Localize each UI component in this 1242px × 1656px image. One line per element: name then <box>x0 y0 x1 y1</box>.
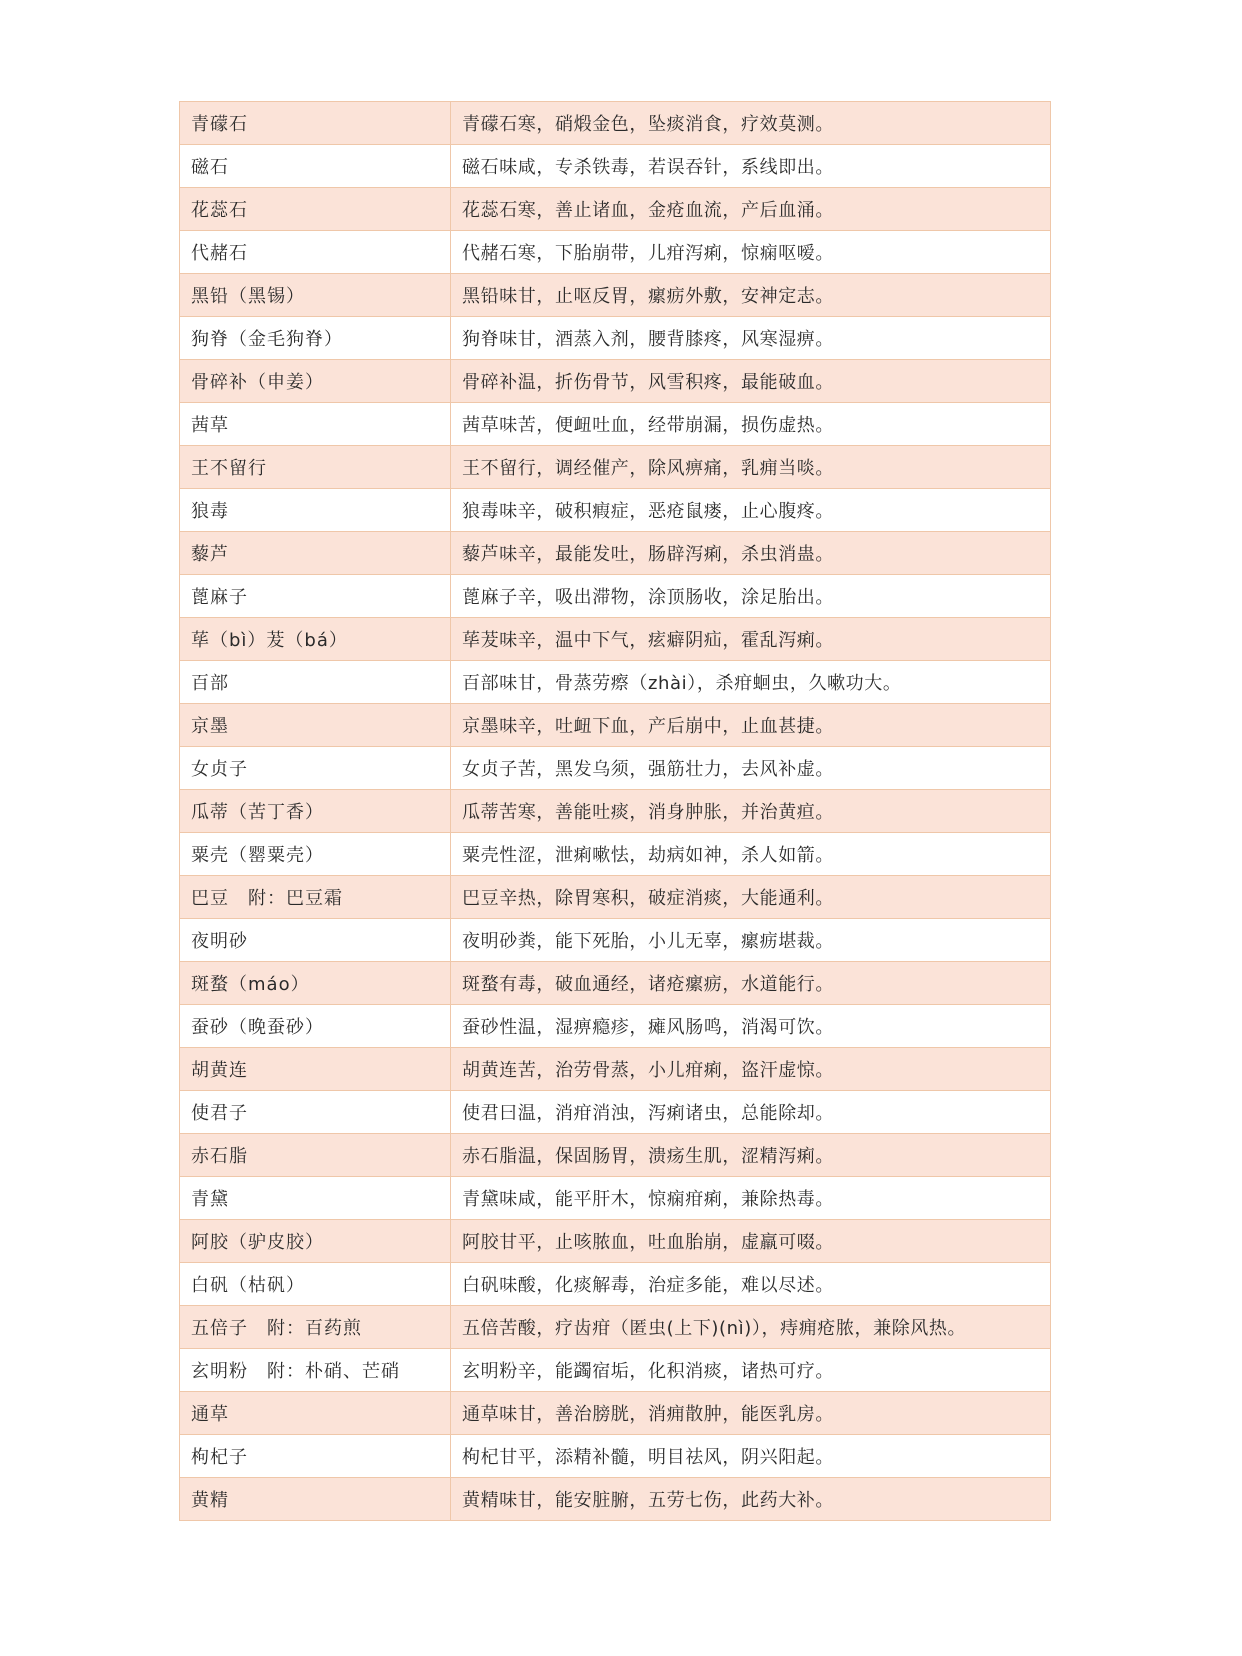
table-row <box>180 1048 1051 1091</box>
herb-verse-cell: 夜明砂粪，能下死胎，小儿无辜，瘰疬堪裁。 <box>451 919 1051 962</box>
herb-name-cell: 胡黄连 <box>180 1048 451 1091</box>
herb-name-cell: 骨碎补（申姜） <box>180 360 451 403</box>
herb-name-cell: 荜（bì）茇（bá） <box>180 618 451 661</box>
herb-verse-cell: 粟壳性涩，泄痢嗽怯，劫病如神，杀人如箭。 <box>451 833 1051 876</box>
table-row <box>180 790 1051 833</box>
herb-verse-cell: 蚕砂性温，湿痹瘾疹，瘫风肠鸣，消渴可饮。 <box>451 1005 1051 1048</box>
herb-name-cell: 狗脊（金毛狗脊） <box>180 317 451 360</box>
herb-name-cell: 黑铅（黑锡） <box>180 274 451 317</box>
table-row <box>180 188 1051 231</box>
herb-name-cell: 百部 <box>180 661 451 704</box>
table-row <box>180 747 1051 790</box>
herb-verse-cell: 藜芦味辛，最能发吐，肠辟泻痢，杀虫消蛊。 <box>451 532 1051 575</box>
table-row <box>180 1091 1051 1134</box>
herb-verse-cell: 通草味甘，善治膀胱，消痈散肿，能医乳房。 <box>451 1392 1051 1435</box>
herb-name-cell: 阿胶（驴皮胶） <box>180 1220 451 1263</box>
herb-verse-cell: 玄明粉辛，能蠲宿垢，化积消痰，诸热可疗。 <box>451 1349 1051 1392</box>
herb-verse-table <box>179 101 1051 1521</box>
herb-name-cell: 五倍子 附：百药煎 <box>180 1306 451 1349</box>
herb-verse-cell: 百部味甘，骨蒸劳瘵（zhài），杀疳蛔虫，久嗽功大。 <box>451 661 1051 704</box>
herb-name-cell: 蚕砂（晚蚕砂） <box>180 1005 451 1048</box>
herb-verse-cell: 狗脊味甘，酒蒸入剂，腰背膝疼，风寒湿痹。 <box>451 317 1051 360</box>
table-row <box>180 833 1051 876</box>
table-row <box>180 661 1051 704</box>
table-row <box>180 704 1051 747</box>
herb-verse-cell: 阿胶甘平，止咳脓血，吐血胎崩，虚羸可啜。 <box>451 1220 1051 1263</box>
herb-name-cell: 女贞子 <box>180 747 451 790</box>
herb-verse-cell: 磁石味咸，专杀铁毒，若误吞针，系线即出。 <box>451 145 1051 188</box>
herb-name-cell: 通草 <box>180 1392 451 1435</box>
herb-name-cell: 粟壳（罂粟壳） <box>180 833 451 876</box>
herb-verse-cell: 蓖麻子辛，吸出滞物，涂顶肠收，涂足胎出。 <box>451 575 1051 618</box>
herb-verse-cell: 荜茇味辛，温中下气，痃癖阴疝，霍乱泻痢。 <box>451 618 1051 661</box>
herb-name-cell: 巴豆 附：巴豆霜 <box>180 876 451 919</box>
herb-name-cell: 使君子 <box>180 1091 451 1134</box>
table-row <box>180 962 1051 1005</box>
table-row <box>180 1177 1051 1220</box>
herb-verse-cell: 骨碎补温，折伤骨节，风雪积疼，最能破血。 <box>451 360 1051 403</box>
table-row <box>180 1392 1051 1435</box>
table-row <box>180 618 1051 661</box>
herb-verse-cell: 黑铅味甘，止呕反胃，瘰疬外敷，安神定志。 <box>451 274 1051 317</box>
herb-name-cell: 白矾（枯矾） <box>180 1263 451 1306</box>
herb-verse-cell: 女贞子苦，黑发乌须，强筋壮力，去风补虚。 <box>451 747 1051 790</box>
table-row <box>180 1005 1051 1048</box>
table-row <box>180 575 1051 618</box>
table-row <box>180 1220 1051 1263</box>
table-row <box>180 231 1051 274</box>
herb-name-cell: 茜草 <box>180 403 451 446</box>
table-row <box>180 102 1051 145</box>
herb-name-cell: 黄精 <box>180 1478 451 1521</box>
herb-verse-cell: 赤石脂温，保固肠胃，溃疡生肌，涩精泻痢。 <box>451 1134 1051 1177</box>
herb-verse-cell: 狼毒味辛，破积瘕症，恶疮鼠瘘，止心腹疼。 <box>451 489 1051 532</box>
herb-name-cell: 代赭石 <box>180 231 451 274</box>
herb-name-cell: 青黛 <box>180 1177 451 1220</box>
herb-name-cell: 枸杞子 <box>180 1435 451 1478</box>
herb-verse-cell: 瓜蒂苦寒，善能吐痰，消身肿胀，并治黄疸。 <box>451 790 1051 833</box>
herb-name-cell: 狼毒 <box>180 489 451 532</box>
herb-name-cell: 夜明砂 <box>180 919 451 962</box>
herb-verse-cell: 白矾味酸，化痰解毒，治症多能，难以尽述。 <box>451 1263 1051 1306</box>
herb-name-cell: 藜芦 <box>180 532 451 575</box>
table-body <box>180 102 1051 1521</box>
herb-verse-cell: 花蕊石寒，善止诸血，金疮血流，产后血涌。 <box>451 188 1051 231</box>
table-row <box>180 876 1051 919</box>
herb-verse-cell: 巴豆辛热，除胃寒积，破症消痰，大能通利。 <box>451 876 1051 919</box>
herb-verse-cell: 斑蝥有毒，破血通经，诸疮瘰疬，水道能行。 <box>451 962 1051 1005</box>
table-row <box>180 1263 1051 1306</box>
herb-name-cell: 京墨 <box>180 704 451 747</box>
herb-verse-cell: 胡黄连苦，治劳骨蒸，小儿疳痢，盗汗虚惊。 <box>451 1048 1051 1091</box>
herb-name-cell: 斑蝥（máo） <box>180 962 451 1005</box>
herb-verse-cell: 枸杞甘平，添精补髓，明目祛风，阴兴阳起。 <box>451 1435 1051 1478</box>
table-row <box>180 1349 1051 1392</box>
herb-verse-cell: 王不留行，调经催产，除风痹痛，乳痈当啖。 <box>451 446 1051 489</box>
herb-verse-cell: 代赭石寒，下胎崩带，儿疳泻痢，惊痫呕嗳。 <box>451 231 1051 274</box>
herb-name-cell: 磁石 <box>180 145 451 188</box>
table-row <box>180 532 1051 575</box>
table-row <box>180 446 1051 489</box>
herb-verse-cell: 使君曰温，消疳消浊，泻痢诸虫，总能除却。 <box>451 1091 1051 1134</box>
table-row <box>180 1134 1051 1177</box>
herb-name-cell: 蓖麻子 <box>180 575 451 618</box>
herb-verse-cell: 京墨味辛，吐衄下血，产后崩中，止血甚捷。 <box>451 704 1051 747</box>
herb-verse-cell: 青礞石寒，硝煅金色，坠痰消食，疗效莫测。 <box>451 102 1051 145</box>
table-row <box>180 145 1051 188</box>
table-row <box>180 1435 1051 1478</box>
herb-verse-cell: 青黛味咸，能平肝木，惊痫疳痢，兼除热毒。 <box>451 1177 1051 1220</box>
herb-verse-cell: 黄精味甘，能安脏腑，五劳七伤，此药大补。 <box>451 1478 1051 1521</box>
herb-name-cell: 瓜蒂（苦丁香） <box>180 790 451 833</box>
table-row <box>180 274 1051 317</box>
herb-name-cell: 王不留行 <box>180 446 451 489</box>
herb-verse-cell: 茜草味苦，便衄吐血，经带崩漏，损伤虚热。 <box>451 403 1051 446</box>
table-row <box>180 403 1051 446</box>
herb-name-cell: 花蕊石 <box>180 188 451 231</box>
herb-name-cell: 青礞石 <box>180 102 451 145</box>
table-row <box>180 317 1051 360</box>
herb-name-cell: 玄明粉 附：朴硝、芒硝 <box>180 1349 451 1392</box>
herb-verse-cell: 五倍苦酸，疗齿疳（匿虫(上下)(nì)），痔痈疮脓，兼除风热。 <box>451 1306 1051 1349</box>
herb-name-cell: 赤石脂 <box>180 1134 451 1177</box>
table-row <box>180 1478 1051 1521</box>
herb-verse-table-container <box>179 101 1050 1521</box>
table-row <box>180 1306 1051 1349</box>
table-row <box>180 919 1051 962</box>
table-row <box>180 360 1051 403</box>
table-row <box>180 489 1051 532</box>
